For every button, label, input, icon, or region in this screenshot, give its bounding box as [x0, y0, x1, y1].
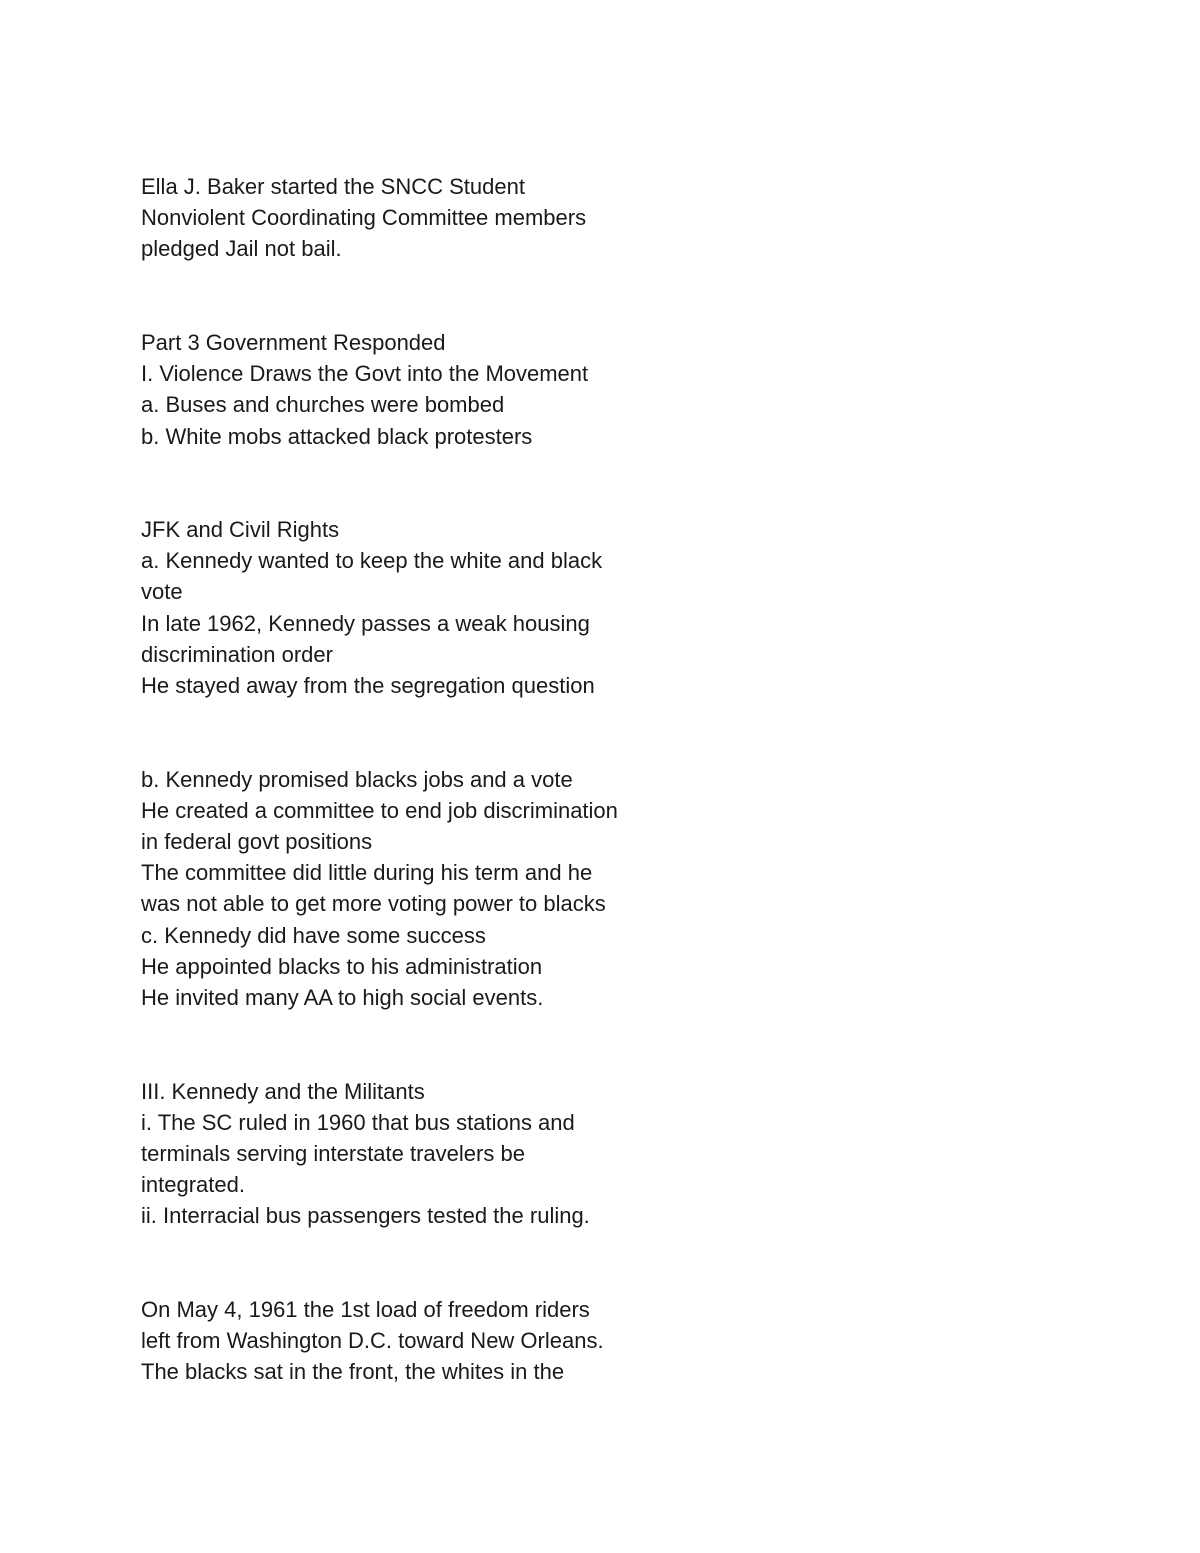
- text-line: was not able to get more voting power to blacks: [141, 891, 606, 917]
- text-line: c. Kennedy did have some success: [141, 922, 486, 948]
- section-heading: Part 3 Government Responded: [141, 329, 446, 355]
- text-line: b. Kennedy promised blacks jobs and a vote: [141, 766, 573, 792]
- text-line: vote: [141, 579, 183, 605]
- text-line: pledged Jail not bail.: [141, 236, 342, 262]
- text-line: a. Buses and churches were bombed: [141, 392, 505, 418]
- paragraph-gap: [141, 265, 701, 327]
- text-line: He created a committee to end job discrimination: [141, 797, 618, 823]
- text-line: left from Washington D.C. toward New Orleans.: [141, 1328, 604, 1354]
- section-heading: JFK and Civil Rights: [141, 517, 340, 543]
- text-line: integrated.: [141, 1172, 245, 1198]
- document-body: [141, 171, 701, 1387]
- text-line: He invited many AA to high social events.: [141, 984, 544, 1010]
- section-heading: III. Kennedy and the Militants: [141, 1078, 425, 1104]
- text-line: i. The SC ruled in 1960 that bus stations and: [141, 1109, 575, 1135]
- text-line: He stayed away from the segregation question: [141, 673, 595, 699]
- text-line: The committee did little during his term and he: [141, 860, 593, 886]
- text-line: in federal govt positions: [141, 828, 373, 854]
- text-line: In late 1962, Kennedy passes a weak housing: [141, 610, 590, 636]
- text-line: I. Violence Draws the Govt into the Movement: [141, 361, 589, 387]
- paragraph-gap: [141, 452, 701, 514]
- text-line: b. White mobs attacked black protesters: [141, 423, 533, 449]
- text-line: Nonviolent Coordinating Committee members: [141, 205, 587, 231]
- paragraph-gap: [141, 1231, 701, 1293]
- text-line: a. Kennedy wanted to keep the white and black: [141, 548, 603, 574]
- paragraph-gap: [141, 1013, 701, 1075]
- text-line: On May 4, 1961 the 1st load of freedom riders: [141, 1296, 590, 1322]
- text-line: Ella J. Baker started the SNCC Student: [141, 174, 525, 199]
- text-line: discrimination order: [141, 641, 333, 667]
- text-line: He appointed blacks to his administration: [141, 953, 543, 979]
- paragraph-gap: [141, 701, 701, 763]
- text-line: ii. Interracial bus passengers tested the ruling.: [141, 1203, 590, 1229]
- text-line: terminals serving interstate travelers be: [141, 1140, 525, 1166]
- text-line: The blacks sat in the front, the whites in the: [141, 1359, 565, 1385]
